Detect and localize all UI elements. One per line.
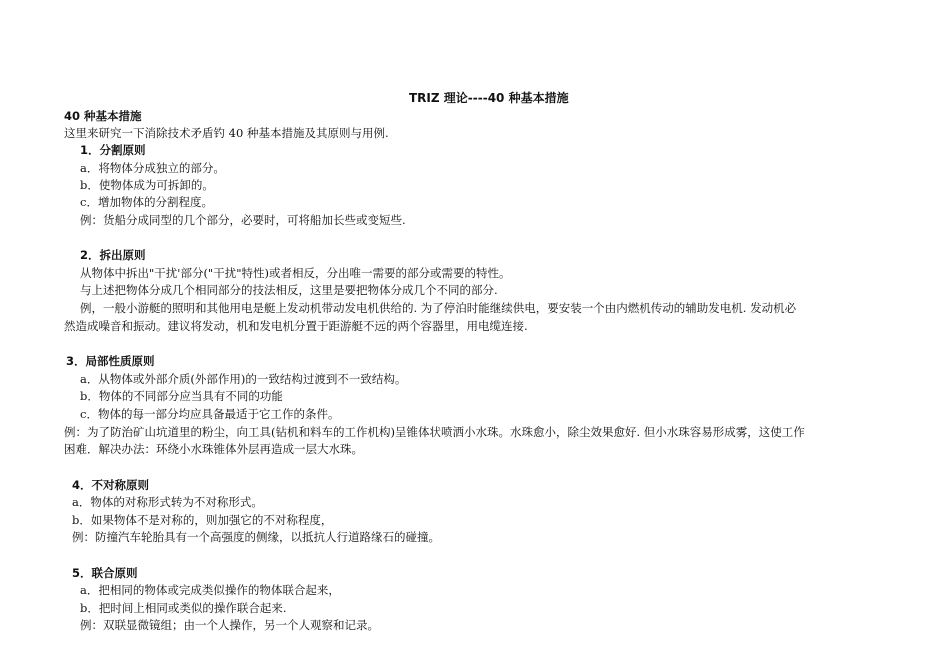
section-line: b．如果物体不是对称的，则加强它的不对称程度， [72,513,333,527]
section-example: 例：双联显微镜组；由一个人操作，另一个人观察和记录。 [80,618,379,632]
document-heading: 40 种基本措施 [64,109,142,123]
section-line: a．物体的对称形式转为不对称形式。 [72,495,263,509]
section-line: a．从物体或外部介质(外部作用)的一致结构过渡到不一致结构。 [80,372,407,386]
section-title: 1．分割原则 [80,143,146,157]
section-example-cont: 困难．解决办法：环绕小水珠锥体外层再造成一层大水珠。 [64,442,363,456]
section-line: a．将物体分成独立的部分。 [80,161,225,175]
section-line: c．物体的每一部分均应具备最适于它工作的条件。 [80,407,340,421]
section-title: 5．联合原则 [72,566,138,580]
section-example: 例：货船分成同型的几个部分，必要时，可将船加长些或变短些. [80,213,406,227]
section-title: 2．拆出原则 [80,248,146,262]
section-example: 例，一般小游艇的照明和其他用电是艇上发动机带动发电机供给的. 为了停泊时能继续供电，要安装一个由内燃机传动的辅助发电机. 发动机必 [80,301,797,315]
document-title: TRIZ 理论----40 种基本措施 [409,91,569,105]
section-line: 与上述把物体分成几个相同部分的技法相反，这里是要把物体分成几个不同的部分. [80,283,498,297]
section-line: 从物体中拆出"干扰'部分("干扰"特性)或者相反，分出唯一需要的部分或需要的特性。 [80,266,511,280]
section-line: b．使物体成为可拆卸的。 [80,178,214,192]
section-line: c．增加物体的分割程度。 [80,195,213,209]
section-title: 3．局部性质原则 [66,354,155,368]
section-line: b．把时间上相同或类似的操作联合起来. [80,601,287,615]
section-line: a．把相同的物体或完成类似操作的物体联合起来， [80,583,340,597]
intro-paragraph: 这里来研究一下消除技术矛盾钓 40 种基本措施及其原则与用例. [64,126,389,140]
section-example: 例：防撞汽车轮胎具有一个高强度的侧缘，以抵抗人行道路缘石的碰撞。 [72,530,440,544]
section-line: b．物体的不同部分应当具有不同的功能 [80,389,283,403]
section-example-cont: 然造成噪音和振动。建议将发动，机和发电机分置于距游艇不远的两个容器里，用电缆连接. [64,319,528,333]
section-title: 4．不对称原则 [72,478,150,492]
section-example: 例：为了防治矿山坑道里的粉尘，向工具(钻机和料车的工作机构)呈锥体状喷洒小水珠。水珠愈小，除尘效果愈好. 但小水珠容易形成雾，这使工作 [64,425,805,439]
